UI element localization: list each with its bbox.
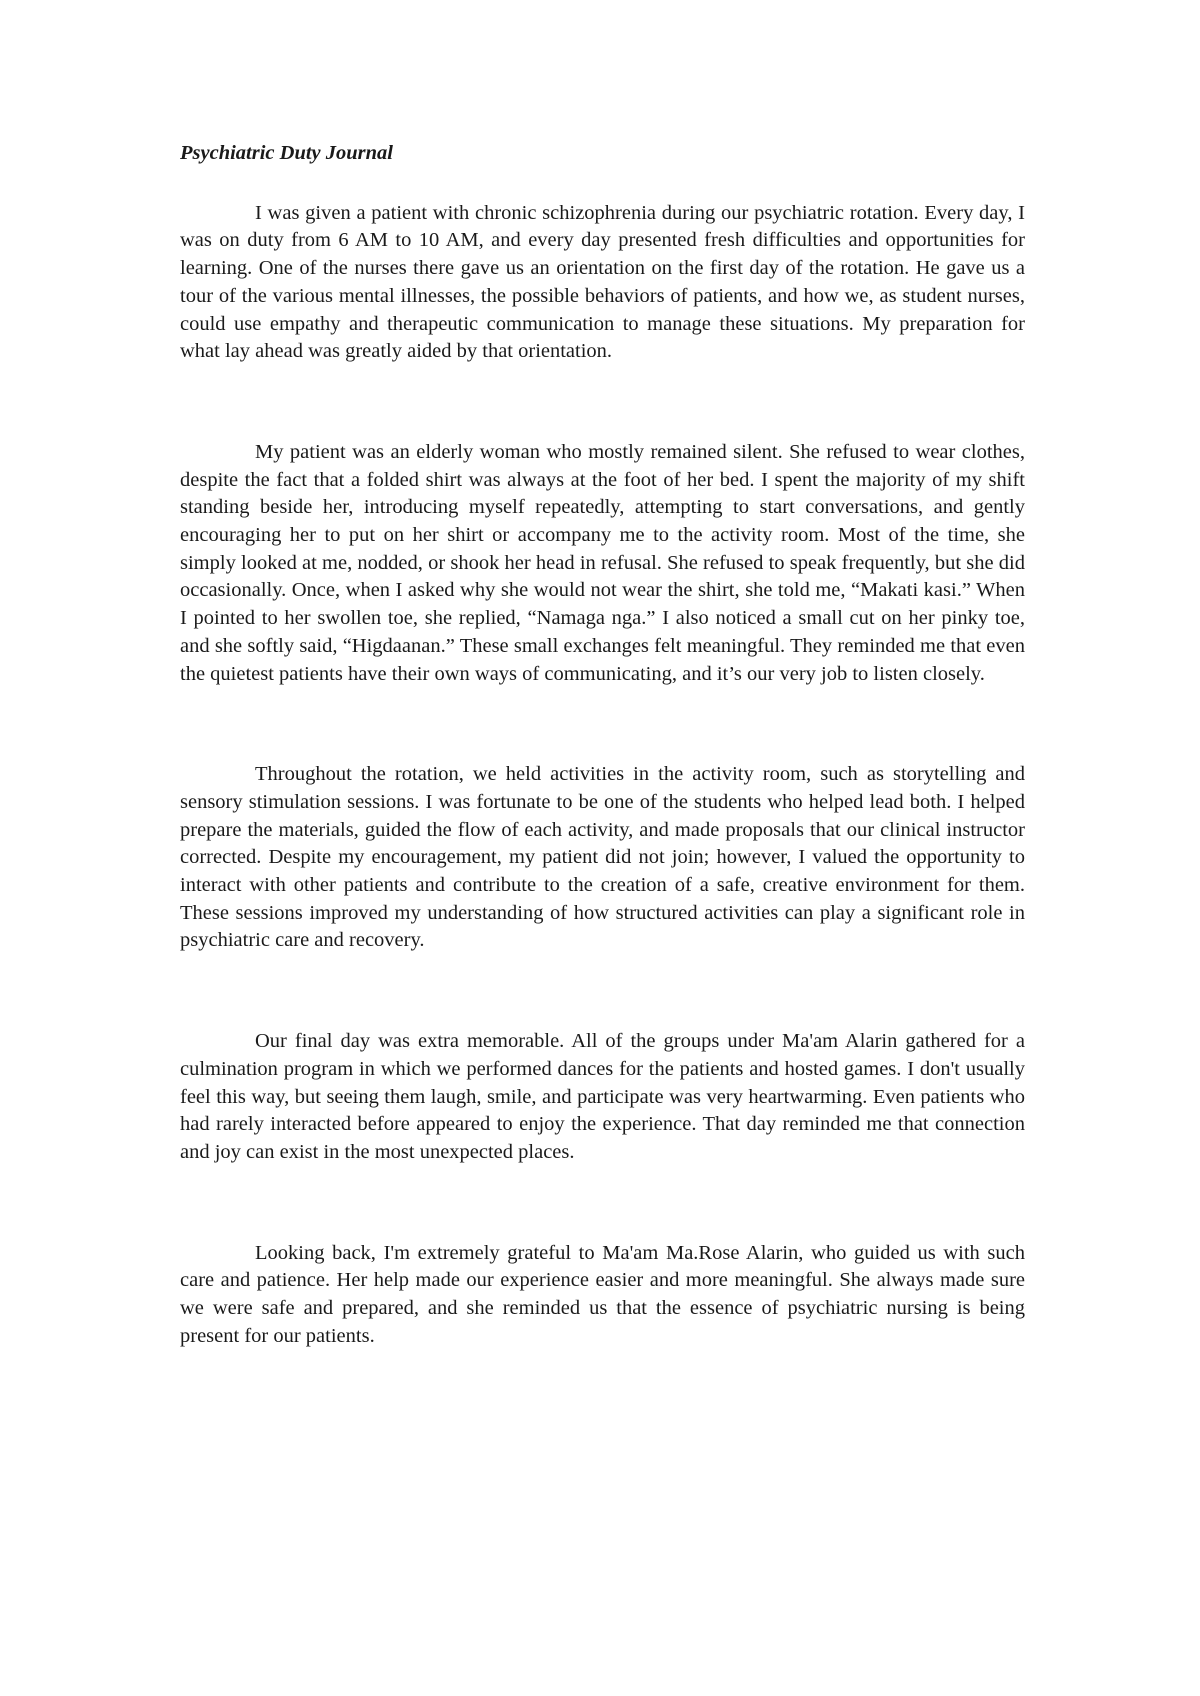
paragraph-1: I was given a patient with chronic schizophrenia during our psychiatric rotation. Every day, I was on duty from 6 AM to 10 AM, and every day presented fresh difficulties and opportunities for learning. One of the nurses there gave us an orientation on the first day of the rotation. He gave us a tour of the various mental illnesses, the possible behaviors of patients, and how we, as student nurses, could use empathy and therapeutic communication to manage these situations. My preparation for what lay ahead was greatly aided by that orientation. bbox=[180, 201, 1025, 363]
document-page bbox=[180, 140, 1025, 1351]
document-title: Psychiatric Duty Journal bbox=[180, 142, 393, 164]
paragraph-5: Looking back, I'm extremely grateful to Ma'am Ma.Rose Alarin, who guided us with such care and patience. Her help made our experience easier and more meaningful. She always made sure we were safe and prepared, and she reminded us that the essence of psychiatric nursing is being present for our patients. bbox=[180, 1241, 1025, 1347]
paragraph-4: Our final day was extra memorable. All of the groups under Ma'am Alarin gathered for a culmination program in which we performed dances for the patients and hosted games. I don't usually feel this way, but seeing them laugh, smile, and participate was very heartwarming. Even patients who had rarely interacted before appeared to enjoy the experience. That day reminded me that connection and joy can exist in the most unexpected places. bbox=[180, 1030, 1025, 1163]
paragraph-2: My patient was an elderly woman who mostly remained silent. She refused to wear clothes, despite the fact that a folded shirt was always at the foot of her bed. I spent the majority of my shift standing beside her, introducing myself repeatedly, attempting to start conversations, and gently encouraging her to put on her shirt or accompany me to the activity room. Most of the time, she simply looked at me, nodded, or shook her head in refusal. She refused to speak frequently, but she did occasionally. Once, when I asked why she would not wear the shirt, she told me, “Makati kasi.” When I pointed to her swollen toe, she replied, “Namaga nga.” I also noticed a small cut on her pinky toe, and she softly said, “Higdaanan.” These small exchanges felt meaningful. They reminded me that even the quietest patients have their own ways of communicating, and it’s our very job to listen closely. bbox=[180, 440, 1025, 685]
paragraph-3: Throughout the rotation, we held activities in the activity room, such as storytelling and sensory stimulation sessions. I was fortunate to be one of the students who helped lead both. I helped prepare the materials, guided the flow of each activity, and made proposals that our clinical instructor corrected. Despite my encouragement, my patient did not join; however, I valued the opportunity to interact with other patients and contribute to the creation of a safe, creative environment for them. These sessions improved my understanding of how structured activities can play a significant role in psychiatric care and recovery. bbox=[180, 763, 1025, 952]
